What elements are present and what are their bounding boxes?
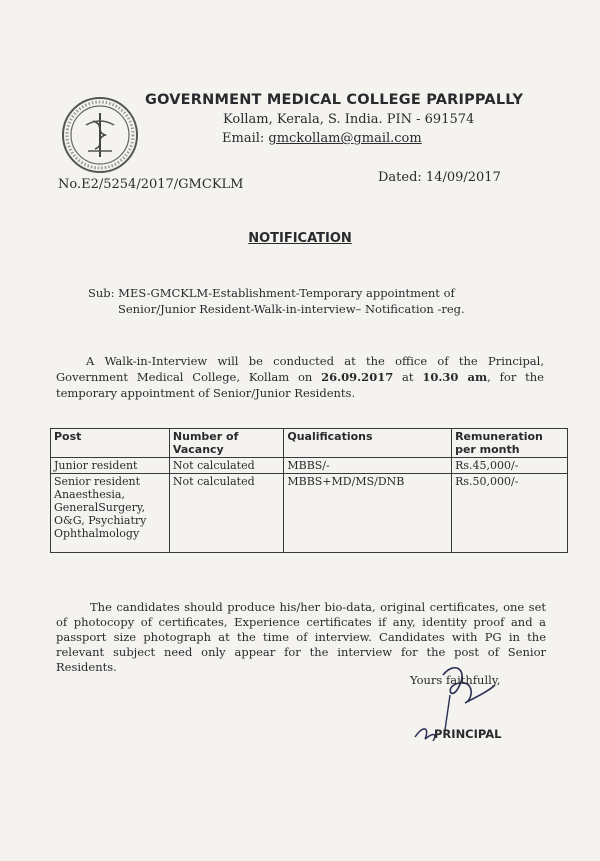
college-address: Kollam, Kerala, S. India. PIN - 691574 [223,112,475,127]
table-row [51,474,568,553]
col-header-remuneration: Remuneration per month [452,429,568,458]
page-title: NOTIFICATION [248,231,352,246]
intro-text: A Walk-in-Interview will be conducted at the office of the Principal, Government Medical College, Kollam on [56,354,544,384]
notice-date: Dated: 14/09/2017 [378,170,501,185]
college-name: GOVERNMENT MEDICAL COLLEGE PARIPPALLY [145,92,524,108]
col-header-post: Post [51,429,170,458]
cell-qualifications: MBBS/- [284,458,452,474]
vacancy-table [50,428,568,553]
instructions-text: The candidates should produce his/her bio-data, original certificates, one set of photocopy of certificates, Experience certificates if any, identity proof and a passport size photograph at the time of interview. Candidates with PG in the relevant subject need only appear for the interview for the post of Senior Residents. [56,600,546,674]
signatory-designation: PRINCIPAL [434,727,502,741]
subject-line-2: Senior/Junior Resident-Walk-in-interview– Notification -reg. [118,302,465,316]
intro-text: , for the temporary appointment of Senior/Junior Residents. [56,370,544,400]
reference-number: No.E2/5254/2017/GMCKLM [58,177,244,192]
intro-paragraph [56,353,544,401]
closing-salutation: Yours faithfully, [410,673,501,687]
email-label: Email: [222,131,269,146]
table-header-row [51,429,568,458]
cell-post: Senior resident Anaesthesia, GeneralSurgery, O&G, Psychiatry Ophthalmology [51,474,170,553]
table-row [51,458,568,474]
intro-text: at [393,370,423,384]
col-header-vacancy: Number of Vacancy [169,429,283,458]
cell-post: Junior resident [51,458,170,474]
cell-qualifications: MBBS+MD/MS/DNB [284,474,452,553]
subject-line-1: Sub: MES-GMCKLM-Establishment-Temporary appointment of [88,286,455,300]
cell-vacancy: Not calculated [169,458,283,474]
cell-remuneration: Rs.50,000/- [452,474,568,553]
col-header-qualifications: Qualifications [284,429,452,458]
interview-time: 10.30 am [422,370,488,384]
cell-remuneration: Rs.45,000/- [452,458,568,474]
college-emblem-icon [60,95,140,175]
college-email [222,131,422,146]
cell-vacancy: Not calculated [169,474,283,553]
email-link[interactable]: gmckollam@gmail.com [268,131,422,146]
interview-date: 26.09.2017 [321,370,394,384]
